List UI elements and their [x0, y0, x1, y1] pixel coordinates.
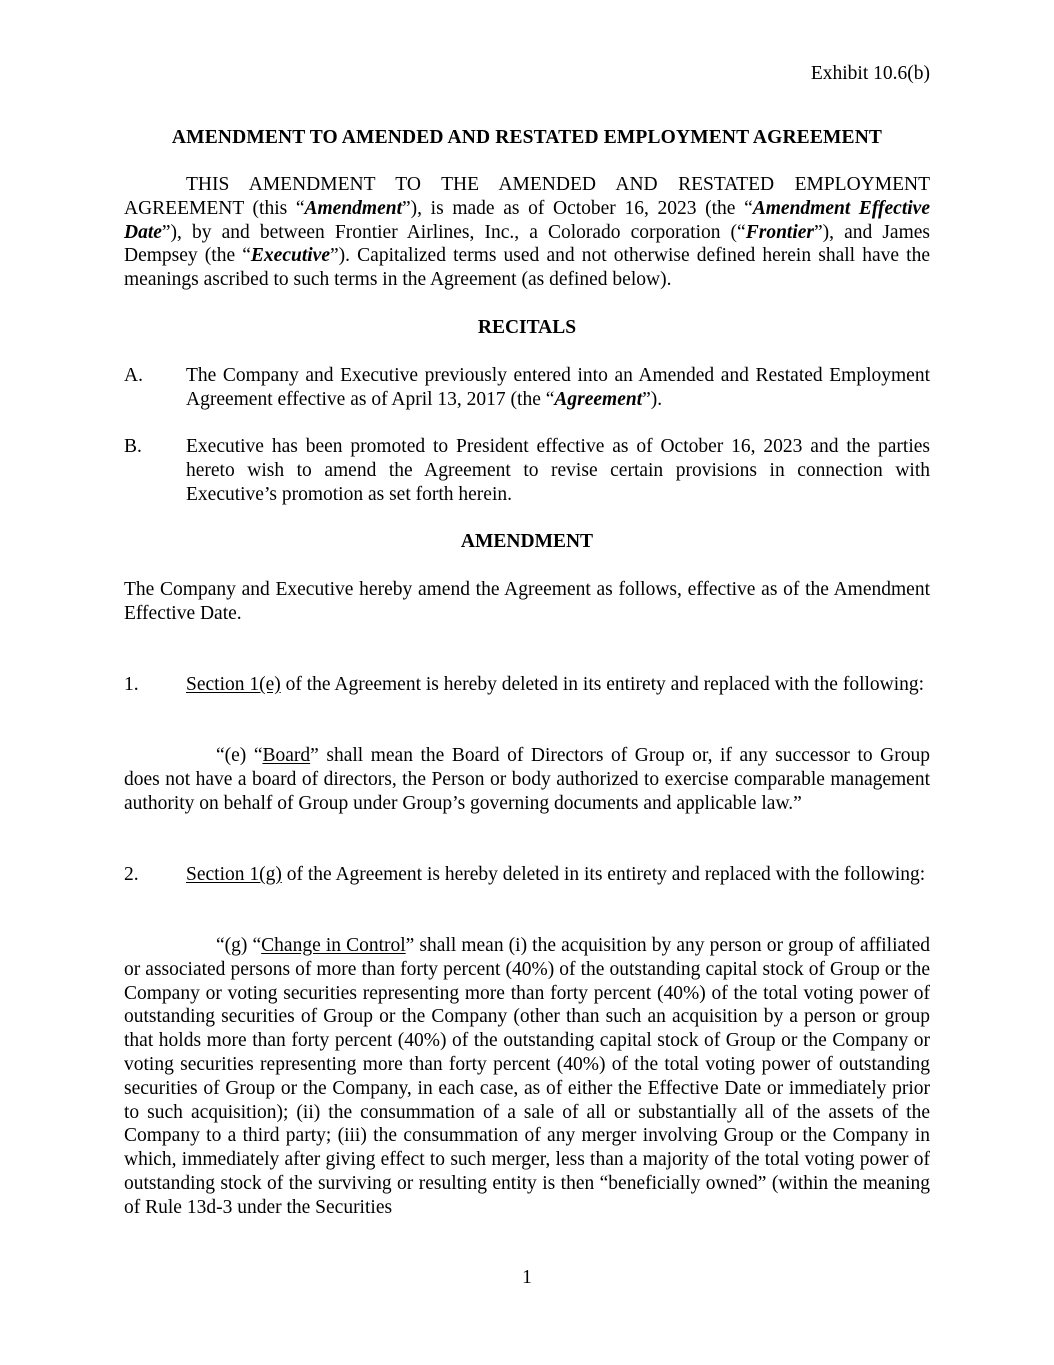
recital-a — [124, 364, 930, 412]
quoted-definition-change-in-control: “(g) “Change in Control” shall mean (i) the acquisition by any person or group of affiliated or associated persons of more than forty percent (40%) of the outstanding capital stock of Group or the Company or voting securities representing more than forty percent (40%) of the total voting power of outstanding securities of Group or the Company (other than such an acquisition by a person or group that holds more than forty percent (40%) of the outstanding capital stock of Group or the Company or voting securities representing more than forty percent (40%) of the total voting power of outstanding securities of Group or the Company, in each case, as of either the Effective Date or immediately prior to such acquisition); (ii) the consummation of a sale of all or substantially all of the assets of the Company to a third party; (iii) the consummation of any merger involving Group or the Company in which, immediately after giving effect to such merger, less than a majority of the total voting power of outstanding stock of the surviving or resulting entity is then “beneficially owned” (within the meaning of Rule 13d-3 under the Securities — [124, 935, 930, 1218]
intro-paragraph: THIS AMENDMENT TO THE AMENDED AND RESTATED EMPLOYMENT AGREEMENT (this “Amendment”), is made as of October 16, 2023 (the “Amendment Effective Date”), by and between Frontier Airlines, Inc., a Colorado corporation (“Frontier”), and James Dempsey (the “Executive”). Capitalized terms used and not otherwise defined herein shall have the meanings ascribed to such terms in the Agreement (as defined below). — [124, 174, 930, 291]
amendment-item-2 — [124, 863, 930, 887]
section-reference-1g: Section 1(g) — [186, 864, 282, 885]
recital-b-text: Executive has been promoted to President effective as of October 16, 2023 and the parties hereto wish to amend the Agreement to revise certain provisions in connection with Executive’s promotion as set forth herein. — [186, 436, 930, 505]
document-title: AMENDMENT TO AMENDED AND RESTATED EMPLOYMENT AGREEMENT — [171, 127, 883, 148]
defined-term-amendment: Amendment — [304, 197, 403, 219]
amendment-item-2-marker: 2. — [124, 864, 139, 885]
defined-term-frontier: Frontier — [745, 221, 814, 243]
amendment-item-1 — [124, 673, 930, 697]
recital-b-marker: B. — [124, 436, 142, 457]
defined-term-executive: Executive — [250, 245, 330, 267]
recital-a-marker: A. — [124, 365, 143, 386]
amendment-item-2-text: Section 1(g) of the Agreement is hereby deleted in its entirety and replaced with the following: — [186, 864, 926, 885]
defined-term-board: Board — [262, 745, 311, 766]
exhibit-label: Exhibit 10.6(b) — [810, 63, 930, 84]
defined-term-agreement: Agreement — [554, 388, 643, 410]
page-number: 1 — [522, 1267, 532, 1288]
defined-term-amendment-effective-date: Amendment Effective Date — [124, 197, 930, 243]
defined-term-change-in-control: Change in Control — [261, 935, 406, 956]
recital-b — [124, 435, 930, 506]
amendment-heading: AMENDMENT — [460, 531, 594, 552]
amendment-intro: The Company and Executive hereby amend the Agreement as follows, effective as of the Amendment Effective Date. — [124, 579, 930, 624]
recitals-heading: RECITALS — [477, 317, 577, 338]
quoted-definition-board: “(e) “Board” shall mean the Board of Directors of Group or, if any successor to Group does not have a board of directors, the Person or body authorized to exercise comparable management authority on behalf of Group under Group’s governing documents and applicable law.” — [124, 745, 930, 814]
amendment-item-1-marker: 1. — [124, 674, 139, 695]
amendment-item-1-text: Section 1(e) of the Agreement is hereby deleted in its entirety and replaced with the following: — [186, 674, 925, 695]
recital-a-text: The Company and Executive previously entered into an Amended and Restated Employment Agreement effective as of April 13, 2017 (the “Agreement”). — [186, 365, 930, 410]
section-reference-1e: Section 1(e) — [186, 674, 281, 695]
